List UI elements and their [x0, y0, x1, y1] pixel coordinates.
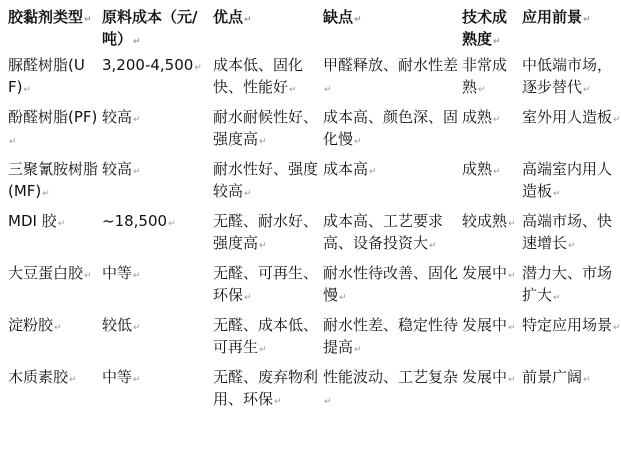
cell-maturity: 发展中↵ [462, 368, 516, 386]
cell-prospects: 高端市场、快速增长↵ [522, 212, 613, 252]
paragraph-mark-icon: ↵ [553, 293, 561, 303]
cell-advantages: 无醛、废弃物利用、环保↵ [213, 368, 319, 408]
cell-prospects: 特定应用场景↵ [522, 316, 621, 334]
cell-cost: 中等↵ [102, 368, 141, 386]
paragraph-mark-icon: ↵ [613, 323, 621, 333]
cell-advantages: 无醛、成本低、可再生↵ [213, 316, 319, 356]
cell-disadvantages: 性能波动、工艺复杂↵ [323, 368, 458, 407]
cell-advantages: 成本低、固化快、性能好↵ [213, 56, 304, 96]
paragraph-mark-icon: ↵ [133, 167, 141, 177]
table-row [4, 106, 621, 158]
table-row [4, 262, 621, 314]
cell-disadvantages: 耐水性差、稳定性待提高↵ [323, 316, 458, 356]
cell-type: 酚醛树脂(PF)↵ [8, 108, 98, 147]
adhesive-comparison-table [4, 6, 621, 418]
paragraph-mark-icon: ↵ [493, 37, 501, 47]
cell-maturity: 发展中↵ [462, 264, 516, 282]
cell-prospects: 中低端市场，逐步替代↵ [522, 56, 613, 96]
paragraph-mark-icon: ↵ [259, 241, 267, 251]
cell-type: 大豆蛋白胶↵ [8, 264, 92, 282]
paragraph-mark-icon: ↵ [324, 85, 332, 95]
paragraph-mark-icon: ↵ [553, 189, 561, 199]
paragraph-mark-icon: ↵ [429, 241, 437, 251]
cell-disadvantages: 成本高、工艺要求高、设备投资大↵ [323, 212, 444, 252]
cell-maturity: 较成熟↵ [462, 212, 516, 230]
paragraph-mark-icon: ↵ [613, 115, 621, 125]
cell-cost: ~18,500↵ [102, 212, 176, 230]
paragraph-mark-icon: ↵ [508, 375, 516, 385]
cell-prospects: 室外用人造板↵ [522, 108, 621, 126]
paragraph-mark-icon: ↵ [9, 137, 17, 147]
paragraph-mark-icon: ↵ [289, 85, 297, 95]
paragraph-mark-icon: ↵ [583, 15, 591, 25]
paragraph-mark-icon: ↵ [324, 397, 332, 407]
paragraph-mark-icon: ↵ [508, 219, 516, 229]
paragraph-mark-icon: ↵ [133, 37, 141, 47]
paragraph-mark-icon: ↵ [583, 375, 591, 385]
header-adhesive-type: 胶黏剂类型↵ [8, 8, 92, 26]
paragraph-mark-icon: ↵ [259, 137, 267, 147]
paragraph-mark-icon: ↵ [168, 219, 176, 229]
paragraph-mark-icon: ↵ [194, 63, 202, 73]
cell-cost: 较高↵ [102, 160, 141, 178]
paragraph-mark-icon: ↵ [244, 189, 252, 199]
cell-maturity: 成熟↵ [462, 108, 501, 126]
cell-cost: 3,200-4,500↵ [102, 56, 202, 74]
cell-maturity: 成熟↵ [462, 160, 501, 178]
cell-cost: 较高↵ [102, 108, 141, 126]
cell-prospects: 高端室内用人造板↵ [522, 160, 613, 200]
paragraph-mark-icon: ↵ [57, 219, 66, 229]
cell-type: 脲醛树脂(UF)↵ [8, 56, 85, 96]
paragraph-mark-icon: ↵ [133, 375, 141, 385]
paragraph-mark-icon: ↵ [493, 167, 501, 177]
header-advantages: 优点↵ [213, 8, 252, 26]
cell-maturity: 发展中↵ [462, 316, 516, 334]
header-maturity: 技术成熟度↵ [462, 8, 508, 48]
header-prospects: 应用前景↵ [522, 8, 591, 26]
cell-type: 三聚氰胺树脂(MF)↵ [8, 160, 98, 200]
paragraph-mark-icon: ↵ [339, 293, 347, 303]
paragraph-mark-icon: ↵ [583, 85, 591, 95]
cell-prospects: 潜力大、市场扩大↵ [522, 264, 613, 304]
paragraph-mark-icon: ↵ [133, 271, 141, 281]
table-row [4, 366, 621, 418]
paragraph-mark-icon: ↵ [133, 115, 141, 125]
paragraph-mark-icon: ↵ [508, 323, 516, 333]
paragraph-mark-icon: ↵ [259, 345, 267, 355]
cell-cost: 较低↵ [102, 316, 141, 334]
cell-disadvantages: 耐水性待改善、固化慢↵ [323, 264, 458, 304]
paragraph-mark-icon: ↵ [42, 189, 50, 199]
cell-disadvantages: 成本高、颜色深、固化慢↵ [323, 108, 458, 148]
paragraph-mark-icon: ↵ [354, 345, 362, 355]
paragraph-mark-icon: ↵ [23, 85, 32, 95]
cell-advantages: 无醛、耐水好、强度高↵ [213, 212, 319, 252]
paragraph-mark-icon: ↵ [54, 323, 62, 333]
paragraph-mark-icon: ↵ [354, 15, 362, 25]
table-header-row [4, 6, 621, 54]
cell-advantages: 耐水性好、强度较高↵ [213, 160, 319, 200]
cell-disadvantages: 甲醛释放、耐水性差↵ [323, 56, 458, 95]
table-row [4, 158, 621, 210]
paragraph-mark-icon: ↵ [69, 375, 77, 385]
paragraph-mark-icon: ↵ [493, 115, 501, 125]
table-row [4, 54, 621, 106]
table-row [4, 314, 621, 366]
cell-type: 淀粉胶↵ [8, 316, 62, 334]
paragraph-mark-icon: ↵ [133, 323, 141, 333]
header-disadvantages: 缺点↵ [323, 8, 362, 26]
cell-type: MDI 胶↵ [8, 212, 66, 230]
cell-disadvantages: 成本高↵ [323, 160, 377, 178]
paragraph-mark-icon: ↵ [244, 293, 252, 303]
paragraph-mark-icon: ↵ [354, 137, 362, 147]
paragraph-mark-icon: ↵ [244, 15, 252, 25]
paragraph-mark-icon: ↵ [274, 397, 282, 407]
cell-type: 木质素胶↵ [8, 368, 77, 386]
cell-cost: 中等↵ [102, 264, 141, 282]
table-row [4, 210, 621, 262]
cell-prospects: 前景广阔↵ [522, 368, 591, 386]
paragraph-mark-icon: ↵ [478, 85, 486, 95]
paragraph-mark-icon: ↵ [84, 271, 92, 281]
paragraph-mark-icon: ↵ [508, 271, 516, 281]
cell-maturity: 非常成熟↵ [462, 56, 508, 96]
paragraph-mark-icon: ↵ [369, 167, 377, 177]
paragraph-mark-icon: ↵ [84, 15, 92, 25]
cell-advantages: 无醛、可再生、环保↵ [213, 264, 319, 304]
header-raw-cost: 原料成本（元/吨）↵ [102, 8, 198, 48]
cell-advantages: 耐水耐候性好、强度高↵ [213, 108, 319, 148]
paragraph-mark-icon: ↵ [568, 241, 576, 251]
